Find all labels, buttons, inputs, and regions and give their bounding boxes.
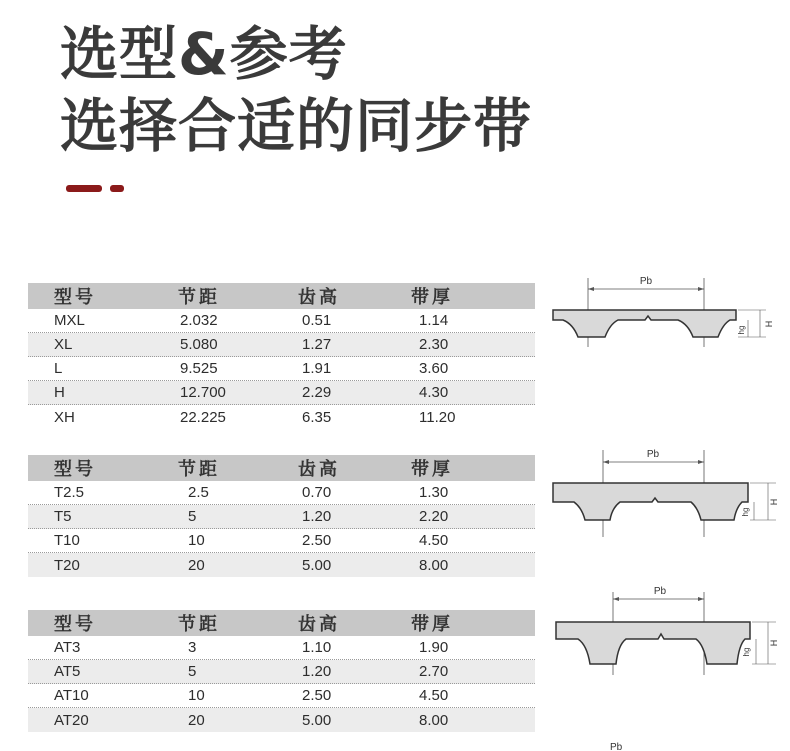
cell-tooth-height: 5.00	[302, 711, 332, 729]
header-model: 型号	[54, 614, 96, 635]
header-pitch: 节距	[178, 614, 220, 635]
cell-pitch: 5	[188, 663, 197, 680]
cell-pitch: 20	[188, 556, 205, 574]
cell-model: XH	[54, 408, 75, 426]
cell-tooth-height: 0.70	[302, 484, 332, 501]
table-row	[28, 684, 535, 708]
belt-profile-shape	[553, 483, 748, 520]
accent-bar-long	[66, 185, 102, 192]
cell-pitch: 20	[188, 711, 205, 729]
title-block	[60, 18, 532, 162]
cell-model: T20	[54, 556, 80, 574]
header-model: 型号	[54, 287, 96, 308]
cell-belt-thickness: 4.50	[419, 687, 449, 704]
cell-model: T2.5	[54, 484, 85, 501]
table-header	[28, 455, 535, 481]
header-pitch: 节距	[178, 287, 220, 308]
header-pitch: 节距	[178, 459, 220, 480]
arrow-head	[698, 597, 704, 601]
cell-model: L	[54, 360, 63, 377]
accent-bar-short	[110, 185, 124, 192]
spec-table-t-series	[28, 455, 535, 577]
table-row	[28, 309, 535, 333]
cell-model: AT10	[54, 687, 89, 704]
cell-model: T10	[54, 532, 80, 549]
cell-model: T5	[54, 508, 72, 525]
cell-model: AT5	[54, 663, 81, 680]
cell-tooth-height: 1.10	[302, 639, 332, 656]
belt-profile-diagram-t	[548, 442, 783, 542]
cell-pitch: 10	[188, 687, 205, 704]
belt-profile-shape	[556, 622, 750, 664]
cell-belt-thickness: 2.70	[419, 663, 449, 680]
total-height-label: H	[764, 320, 774, 328]
cell-tooth-height: 1.20	[302, 663, 332, 680]
header-tooth-height: 齿高	[298, 287, 340, 308]
table-row	[28, 636, 535, 660]
table-header	[28, 610, 535, 636]
cell-pitch: 2.032	[180, 312, 218, 329]
table-row	[28, 553, 535, 577]
cell-belt-thickness: 4.50	[419, 532, 449, 549]
cell-belt-thickness: 2.20	[419, 508, 449, 525]
cell-tooth-height: 1.20	[302, 508, 332, 525]
tooth-height-label: hg	[742, 647, 751, 657]
arrow-head	[698, 287, 704, 291]
arrow-head	[588, 287, 594, 291]
pitch-label: Pb	[653, 586, 667, 597]
cell-tooth-height: 5.00	[302, 556, 332, 574]
table-row	[28, 381, 535, 405]
cell-tooth-height: 6.35	[302, 408, 332, 426]
spec-table-trapezoid	[28, 283, 535, 429]
cell-tooth-height: 1.91	[302, 360, 332, 377]
page-title-line-1: 选型&参考	[60, 20, 348, 88]
header-belt-thickness: 带厚	[411, 287, 453, 308]
cell-model: AT20	[54, 711, 89, 729]
header-tooth-height: 齿高	[298, 459, 340, 480]
cell-tooth-height: 0.51	[302, 312, 332, 329]
cell-belt-thickness: 1.14	[419, 312, 449, 329]
table-row	[28, 481, 535, 505]
arrow-head	[613, 597, 619, 601]
cell-tooth-height: 2.29	[302, 384, 332, 401]
header-belt-thickness: 带厚	[411, 459, 453, 480]
cell-belt-thickness: 8.00	[419, 711, 449, 729]
spec-table-at-series	[28, 610, 535, 732]
cell-pitch: 22.225	[180, 408, 226, 426]
header-tooth-height: 齿高	[298, 614, 340, 635]
cell-belt-thickness: 8.00	[419, 556, 449, 574]
table-row	[28, 333, 535, 357]
arrow-head	[603, 460, 609, 464]
cell-pitch: 10	[188, 532, 205, 549]
header-model: 型号	[54, 459, 96, 480]
cell-belt-thickness: 4.30	[419, 384, 449, 401]
total-height-label: H	[769, 498, 779, 506]
page-title-line-2: 选择合适的同步带	[60, 92, 533, 160]
cell-model: MXL	[54, 312, 85, 329]
belt-profile-diagram-trapezoid	[548, 272, 783, 352]
tooth-height-label: hg	[741, 507, 750, 517]
cell-pitch: 2.5	[188, 484, 209, 501]
total-height-label: H	[769, 639, 779, 647]
table-row	[28, 405, 535, 429]
table-header	[28, 283, 535, 309]
belt-profile-shape	[553, 310, 736, 337]
table-row	[28, 660, 535, 684]
tooth-height-label: hg	[737, 325, 746, 335]
cell-tooth-height: 2.50	[302, 532, 332, 549]
cell-belt-thickness: 1.30	[419, 484, 449, 501]
cell-tooth-height: 2.50	[302, 687, 332, 704]
pitch-label: Pb	[610, 742, 623, 751]
cell-pitch: 3	[188, 639, 197, 656]
belt-profile-diagram-at	[548, 580, 783, 680]
table-row	[28, 529, 535, 553]
cell-pitch: 5	[188, 508, 197, 525]
header-belt-thickness: 带厚	[411, 614, 453, 635]
cell-belt-thickness: 3.60	[419, 360, 449, 377]
cell-model: XL	[54, 336, 73, 353]
cell-model: H	[54, 384, 65, 401]
cell-belt-thickness: 2.30	[419, 336, 449, 353]
cell-pitch: 9.525	[180, 360, 218, 377]
cell-tooth-height: 1.27	[302, 336, 332, 353]
cell-belt-thickness: 1.90	[419, 639, 449, 656]
pitch-label: Pb	[639, 276, 653, 287]
arrow-head	[698, 460, 704, 464]
cell-belt-thickness: 11.20	[419, 408, 456, 426]
pitch-label: Pb	[646, 449, 660, 460]
table-row	[28, 708, 535, 732]
table-row	[28, 357, 535, 381]
belt-profile-diagram-partial	[610, 740, 650, 751]
cell-pitch: 12.700	[180, 384, 226, 401]
cell-model: AT3	[54, 639, 81, 656]
cell-pitch: 5.080	[180, 336, 218, 353]
table-row	[28, 505, 535, 529]
